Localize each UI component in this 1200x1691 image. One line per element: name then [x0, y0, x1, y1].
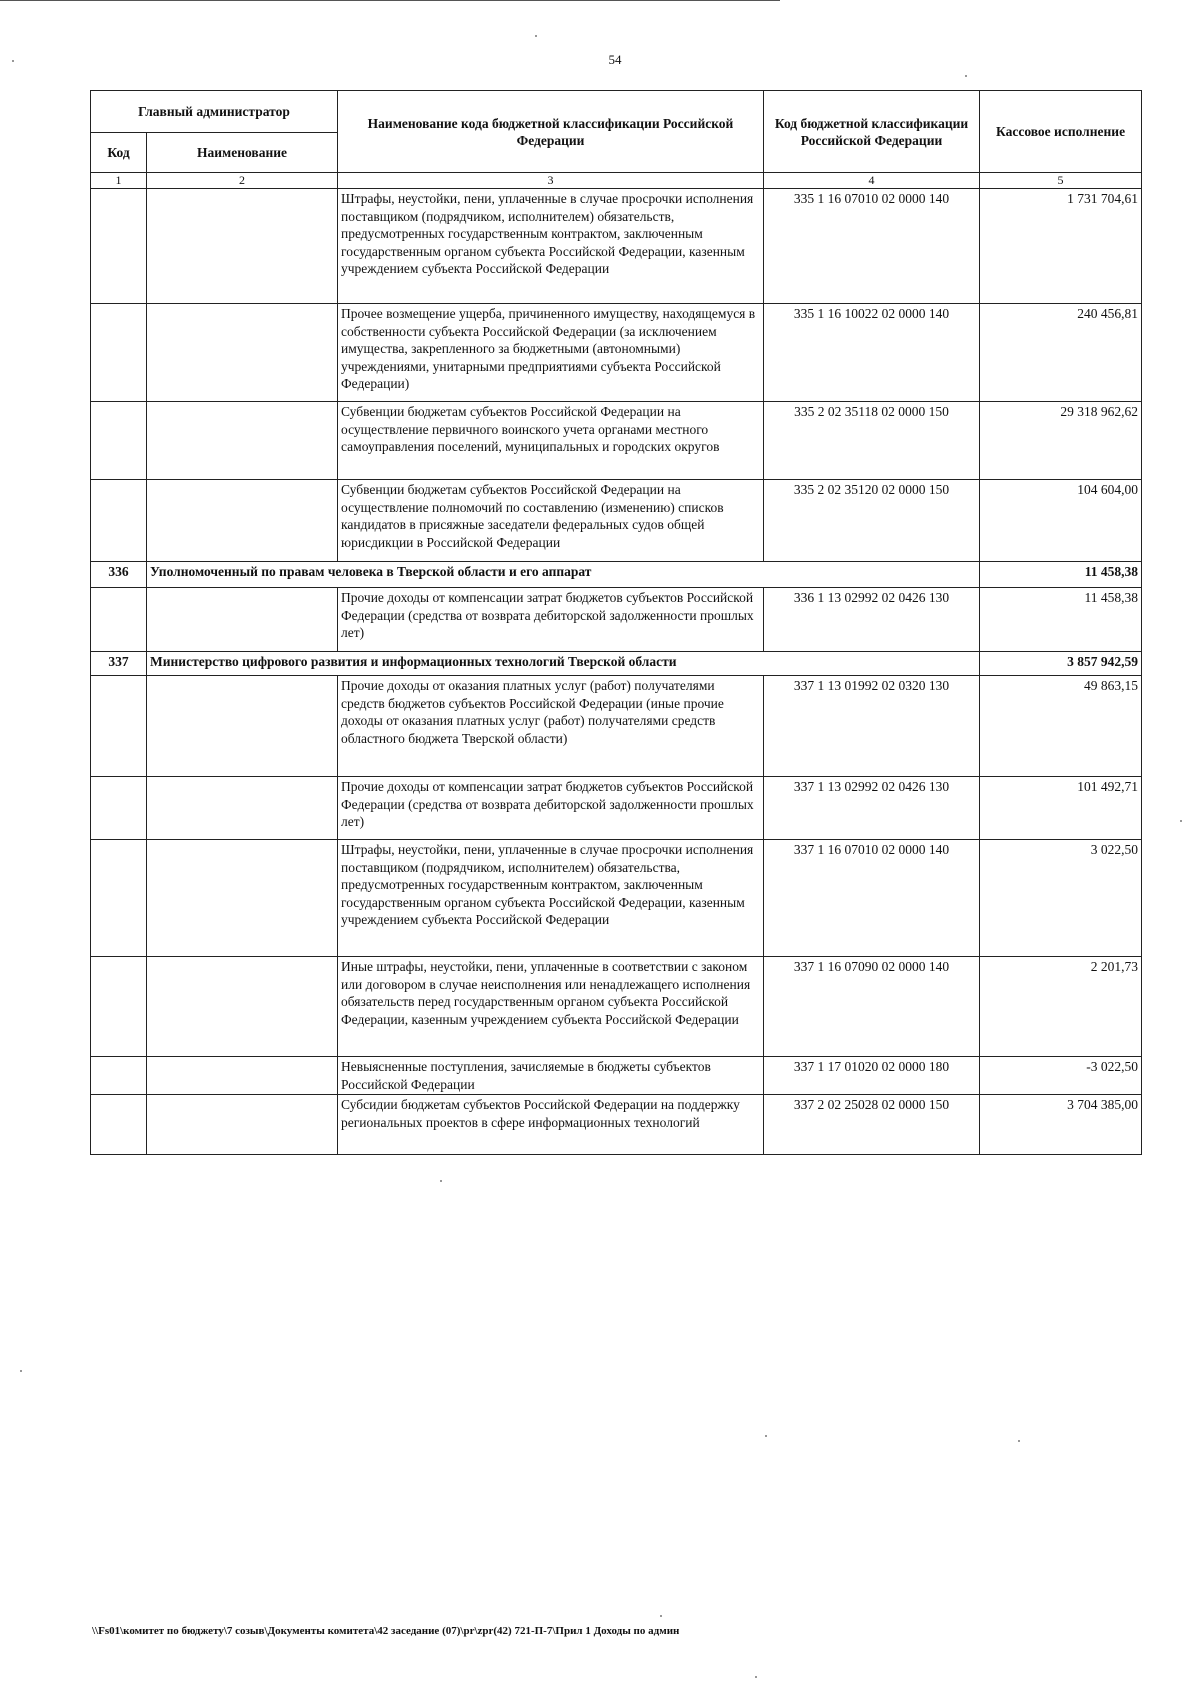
admin-name-cell — [147, 588, 338, 652]
admin-name-cell — [147, 189, 338, 304]
column-number: 1 — [91, 173, 147, 189]
amount-cell: 101 492,71 — [980, 777, 1142, 840]
kbk-name-cell: Прочие доходы от оказания платных услуг (работ) получателями средств бюджетов субъектов Российской Федерации (иные прочие доходы от оказания платных услуг (работ) получателями средств областного бюджета Тверской области) — [338, 676, 764, 777]
admin-name-cell — [147, 402, 338, 480]
admin-code-cell — [91, 840, 147, 957]
column-number: 2 — [147, 173, 338, 189]
admin-name-cell: Министерство цифрового развития и информационных технологий Тверской области — [147, 652, 980, 676]
scan-speck — [20, 1370, 22, 1372]
amount-cell: 104 604,00 — [980, 480, 1142, 562]
scan-speck — [765, 1435, 767, 1437]
kbk-code-cell: 337 1 13 01992 02 0320 130 — [764, 676, 980, 777]
table-row — [91, 402, 1142, 480]
admin-name-cell — [147, 304, 338, 402]
admin-name-cell — [147, 777, 338, 840]
kbk-name-cell: Прочие доходы от компенсации затрат бюджетов субъектов Российской Федерации (средства от возврата дебиторской задолженности прошлых лет) — [338, 777, 764, 840]
column-number: 4 — [764, 173, 980, 189]
amount-cell: 49 863,15 — [980, 676, 1142, 777]
header-execution: Кассовое исполнение — [980, 91, 1142, 173]
admin-name-cell: Уполномоченный по правам человека в Тверской области и его аппарат — [147, 562, 980, 588]
admin-name-cell — [147, 957, 338, 1057]
admin-name-cell — [147, 1057, 338, 1095]
admin-name-cell — [147, 676, 338, 777]
kbk-name-cell: Штрафы, неустойки, пени, уплаченные в случае просрочки исполнения поставщиком (подрядчиком, исполнителем) обязательств, предусмотренных государственным контрактом, заключенным государственным органом субъекта Российской Федерации, казенным учреждением субъекта Российской Федерации — [338, 189, 764, 304]
kbk-code-cell: 335 1 16 10022 02 0000 140 — [764, 304, 980, 402]
admin-code-cell — [91, 480, 147, 562]
admin-name-cell — [147, 1095, 338, 1155]
amount-cell: 29 318 962,62 — [980, 402, 1142, 480]
amount-cell: 3 857 942,59 — [980, 652, 1142, 676]
kbk-name-cell: Субсидии бюджетам субъектов Российской Федерации на поддержку региональных проектов в сфере информационных технологий — [338, 1095, 764, 1155]
kbk-code-cell: 337 1 16 07090 02 0000 140 — [764, 957, 980, 1057]
header-kbk-code: Код бюджетной классификации Российской Федерации — [764, 91, 980, 173]
scan-speck — [755, 1676, 757, 1678]
scan-speck — [1018, 1440, 1020, 1442]
admin-code-cell — [91, 402, 147, 480]
admin-code-cell — [91, 777, 147, 840]
header-admin-code: Код — [91, 133, 147, 173]
table-row — [91, 189, 1142, 304]
kbk-name-cell: Иные штрафы, неустойки, пени, уплаченные в соответствии с законом или договором в случае неисполнения или ненадлежащего исполнения обязательств перед государственным органом субъекта Российской Федерации, казенным учреждением субъекта Российской Федерации — [338, 957, 764, 1057]
amount-cell: 1 731 704,61 — [980, 189, 1142, 304]
header-admin-name: Наименование — [147, 133, 338, 173]
admin-code-cell — [91, 1095, 147, 1155]
kbk-code-cell: 337 1 16 07010 02 0000 140 — [764, 840, 980, 957]
kbk-code-cell: 335 1 16 07010 02 0000 140 — [764, 189, 980, 304]
scan-speck — [440, 1180, 442, 1182]
admin-code-cell — [91, 588, 147, 652]
kbk-code-cell: 337 2 02 25028 02 0000 150 — [764, 1095, 980, 1155]
kbk-code-cell: 337 1 17 01020 02 0000 180 — [764, 1057, 980, 1095]
amount-cell: 3 704 385,00 — [980, 1095, 1142, 1155]
scan-speck — [1180, 820, 1182, 822]
table-row — [91, 304, 1142, 402]
table-row — [91, 957, 1142, 1057]
admin-code-cell — [91, 957, 147, 1057]
column-number: 5 — [980, 173, 1142, 189]
revenue-table — [90, 90, 1142, 1155]
admin-group-row — [91, 562, 1142, 588]
table-row — [91, 480, 1142, 562]
admin-code-cell: 336 — [91, 562, 147, 588]
scan-speck — [535, 35, 537, 37]
kbk-name-cell: Субвенции бюджетам субъектов Российской Федерации на осуществление полномочий по составлению (изменению) списков кандидатов в присяжные заседатели федеральных судов общей юрисдикции в Российской Федерации — [338, 480, 764, 562]
table-row — [91, 1095, 1142, 1155]
kbk-name-cell: Прочие доходы от компенсации затрат бюджетов субъектов Российской Федерации (средства от возврата дебиторской задолженности прошлых лет) — [338, 588, 764, 652]
header-admin-group: Главный администратор — [91, 91, 338, 133]
scan-top-border — [0, 0, 780, 1]
scan-speck — [12, 60, 14, 62]
table-row — [91, 1057, 1142, 1095]
footer-file-path: \\Fs01\комитет по бюджету\7 созыв\Документы комитета\42 заседание (07)\pr\zpr(42) 721-П-7\Прил 1 Доходы по админ — [92, 1625, 680, 1637]
amount-cell: 240 456,81 — [980, 304, 1142, 402]
amount-cell: -3 022,50 — [980, 1057, 1142, 1095]
kbk-code-cell: 335 2 02 35120 02 0000 150 — [764, 480, 980, 562]
amount-cell: 3 022,50 — [980, 840, 1142, 957]
admin-code-cell — [91, 1057, 147, 1095]
admin-group-row — [91, 652, 1142, 676]
scan-speck — [965, 75, 967, 77]
table-row — [91, 588, 1142, 652]
admin-name-cell — [147, 480, 338, 562]
column-number: 3 — [338, 173, 764, 189]
header-kbk-name: Наименование кода бюджетной классификации Российской Федерации — [338, 91, 764, 173]
kbk-name-cell: Невыясненные поступления, зачисляемые в бюджеты субъектов Российской Федерации — [338, 1057, 764, 1095]
table-row — [91, 676, 1142, 777]
admin-code-cell — [91, 189, 147, 304]
scan-speck — [660, 1615, 662, 1617]
page-number: 54 — [608, 52, 622, 67]
admin-code-cell — [91, 676, 147, 777]
admin-code-cell — [91, 304, 147, 402]
kbk-name-cell: Субвенции бюджетам субъектов Российской Федерации на осуществление первичного воинского учета органами местного самоуправления поселений, муниципальных и городских округов — [338, 402, 764, 480]
table-row — [91, 777, 1142, 840]
kbk-name-cell: Штрафы, неустойки, пени, уплаченные в случае просрочки исполнения поставщиком (подрядчиком, исполнителем) обязательства, предусмотренных государственным контрактом, заключенным государственным органом субъекта Российской Федерации, казенным учреждением субъекта Российской Федерации — [338, 840, 764, 957]
table-row — [91, 840, 1142, 957]
kbk-name-cell: Прочее возмещение ущерба, причиненного имуществу, находящемуся в собственности субъекта Российской Федерации (за исключением имущества, закрепленного за бюджетными (автономными) учреждениями, унитарными предприятиями субъекта Российской Федерации) — [338, 304, 764, 402]
kbk-code-cell: 336 1 13 02992 02 0426 130 — [764, 588, 980, 652]
admin-code-cell: 337 — [91, 652, 147, 676]
kbk-code-cell: 337 1 13 02992 02 0426 130 — [764, 777, 980, 840]
admin-name-cell — [147, 840, 338, 957]
kbk-code-cell: 335 2 02 35118 02 0000 150 — [764, 402, 980, 480]
amount-cell: 11 458,38 — [980, 562, 1142, 588]
amount-cell: 11 458,38 — [980, 588, 1142, 652]
amount-cell: 2 201,73 — [980, 957, 1142, 1057]
